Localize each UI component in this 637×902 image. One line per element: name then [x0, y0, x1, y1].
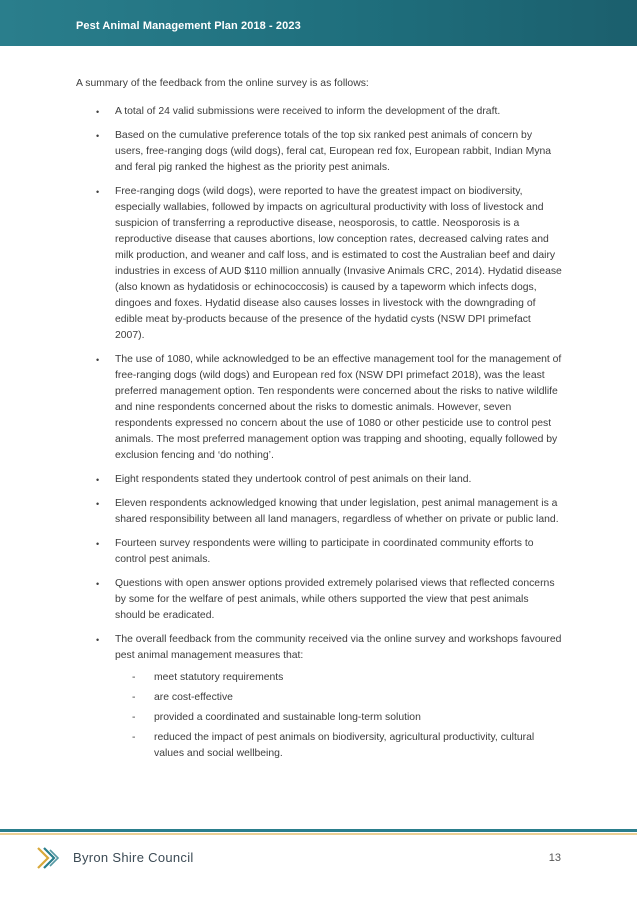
header-title: Pest Animal Management Plan 2018 - 2023 — [76, 20, 301, 32]
list-item-text: Fourteen survey respondents were willing to participate in coordinated community efforts to control pest animals. — [115, 538, 534, 565]
bullet-icon: • — [96, 579, 100, 589]
footer-gold-line — [0, 833, 637, 835]
sub-list-item — [115, 670, 562, 686]
dash-icon: - — [132, 732, 136, 743]
sub-list-item-text: provided a coordinated and sustainable long-term solution — [154, 712, 421, 723]
bullet-icon: • — [96, 499, 100, 509]
intro-paragraph: A summary of the feedback from the online survey is as follows: — [76, 78, 369, 89]
list-item — [76, 472, 562, 488]
sub-list-item — [115, 710, 562, 726]
sub-list-item — [115, 690, 562, 706]
feedback-list — [76, 104, 562, 762]
bullet-icon: • — [96, 131, 100, 141]
list-item — [76, 576, 562, 624]
dash-icon: - — [132, 672, 136, 683]
bullet-icon: • — [96, 475, 100, 485]
sub-list-item-text: reduced the impact of pest animals on biodiversity, agricultural productivity, cultural values and social wellbeing. — [154, 732, 535, 759]
list-item-text: A total of 24 valid submissions were received to inform the development of the draft. — [115, 106, 501, 117]
bullet-icon: • — [96, 355, 100, 365]
list-item — [76, 536, 562, 568]
bullet-icon: • — [96, 107, 100, 117]
list-item — [76, 104, 562, 120]
list-item-text: Based on the cumulative preference totals of the top six ranked pest animals of concern by users, free-ranging dogs (wild dogs), feral cat, European red fox, European rabbit, Indian Myna and feral pig ranked the highest as the priority pest animals. — [115, 130, 552, 173]
list-item — [76, 632, 562, 762]
bullet-icon: • — [96, 539, 100, 549]
list-item — [76, 352, 562, 464]
sub-list-item-text: are cost-effective — [154, 692, 233, 703]
dash-icon: - — [132, 692, 136, 703]
list-item — [76, 496, 562, 528]
byron-shire-logo-icon — [36, 845, 66, 871]
measures-sublist — [115, 670, 562, 762]
sub-list-item-text: meet statutory requirements — [154, 672, 284, 683]
page-header — [0, 0, 637, 46]
bullet-icon: • — [96, 187, 100, 197]
list-item-text: Questions with open answer options provided extremely polarised views that reflected concerns by some for the welfare of pest animals, while others supported the view that pest animals should be eradicated. — [115, 578, 555, 621]
footer-divider — [0, 829, 637, 837]
page-number: 13 — [548, 852, 561, 864]
list-item-text: The use of 1080, while acknowledged to be an effective management tool for the management of free-ranging dogs (wild dogs) and European red fox (NSW DPI primefact 2018), was the least preferred management option. Ten respondents were concerned about the risks to native wildlife and nine respondents concerned about the risks to domestic animals. However, seven respondents expressed no concern about the use of 1080 or other pesticide use to control pest animals. The most preferred management option was trapping and shooting, equally followed by exclusion fencing and ‘do nothing’. — [115, 354, 562, 461]
list-item-text: Eleven respondents acknowledged knowing that under legislation, pest animal management is a shared responsibility between all land managers, regardless of whether on private or public land. — [115, 498, 559, 525]
list-item-text: Eight respondents stated they undertook control of pest animals on their land. — [115, 474, 472, 485]
sub-list-item — [115, 730, 562, 762]
list-item-text: The overall feedback from the community received via the online survey and workshops favoured pest animal management measures that: — [115, 634, 562, 661]
page-content — [76, 76, 562, 770]
list-item-text: Free-ranging dogs (wild dogs), were reported to have the greatest impact on biodiversity, especially wallabies, followed by impacts on agricultural productivity with loss of livestock and suspicion of transferring a reproductive disease, neosporosis, to cattle. Neosporosis is a reproductive disease that causes abortions, low conception rates, decreased calving rates and milk production, and weaner and calf loss, and is estimated to cost the Australian beef and dairy industries in excess of AUD $110 million annually (Invasive Animals CRC, 2014). Hydatid disease (also known as hydatidosis or echinococcosis) is caused by a tapeworm which infects dogs, dingoes and foxes. Hydatid disease also causes losses in livestock with the downgrading of edible meat by-products because of the presence of the hydatid cysts (NSW DPI primefact 2007). — [115, 186, 562, 341]
bullet-icon: • — [96, 635, 100, 645]
council-name: Byron Shire Council — [73, 850, 194, 865]
dash-icon: - — [132, 712, 136, 723]
footer-teal-line — [0, 829, 637, 832]
list-item — [76, 184, 562, 344]
list-item — [76, 128, 562, 176]
